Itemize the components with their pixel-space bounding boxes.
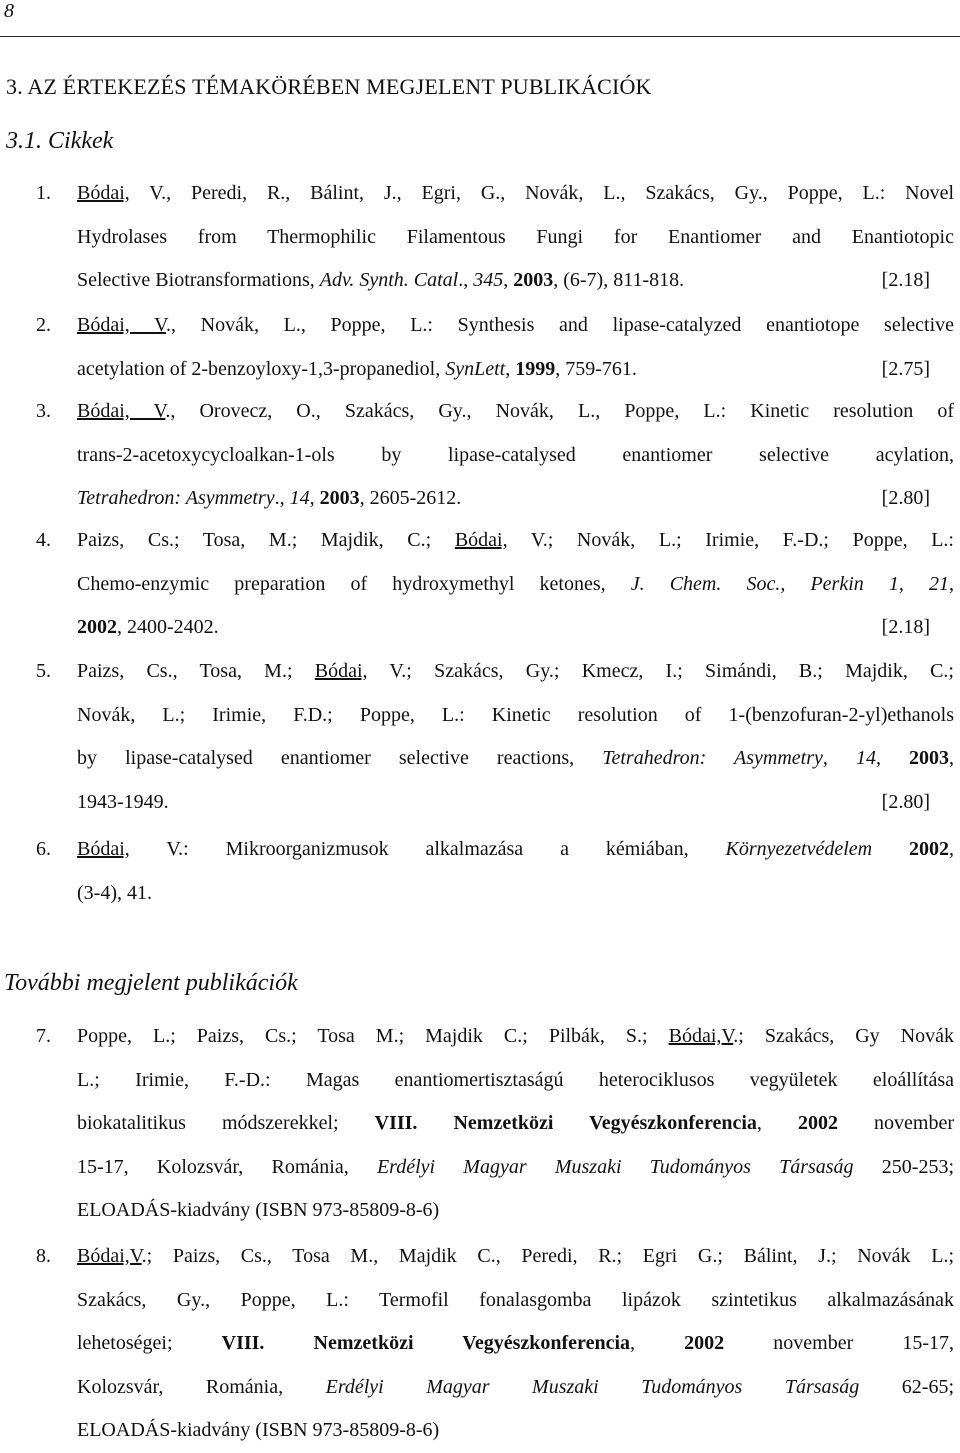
publication-line: 15-17, Kolozsvár, Románia, Erdélyi Magyar Muszaki Tudományos Társaság 250-253; bbox=[77, 1155, 955, 1178]
publication-line: Tetrahedron: Asymmetry., 14, 2003, 2605-2612. bbox=[77, 487, 462, 509]
impact-factor: [2.80] bbox=[881, 487, 930, 509]
publication-line: Bódai, V., Orovecz, O., Szakács, Gy., Novák, L., Poppe, L.: Kinetic resolution of bbox=[77, 400, 954, 422]
publication-line: Bódai, V.: Mikroorganizmusok alkalmazása a kémiában, Környezetvédelem 2002, bbox=[77, 838, 954, 860]
publication-number: 4. bbox=[36, 529, 51, 551]
publication-text bbox=[77, 1015, 954, 1233]
publication-line: Bódai, V., Peredi, R., Bálint, J., Egri, G., Novák, L., Szakács, Gy., Poppe, L.: Novel bbox=[77, 182, 954, 204]
publication-line: Poppe, L.; Paizs, Cs.; Tosa M.; Majdik C.; Pilbák, S.; Bódai,V.; Szakács, Gy Novák bbox=[77, 1025, 955, 1047]
subsection-heading: 3.1. Cikkek bbox=[6, 128, 114, 154]
publication-entry bbox=[36, 1015, 954, 1233]
publication-line: Kolozsvár, Románia, Erdélyi Magyar Muszaki Tudományos Társaság 62-65; bbox=[77, 1375, 955, 1398]
publication-number: 5. bbox=[36, 660, 51, 682]
publication-entry bbox=[36, 172, 954, 303]
publication-text bbox=[77, 172, 954, 303]
publication-line: Novák, L.; Irimie, F.D.; Poppe, L.: Kinetic resolution of 1-(benzofuran-2-yl)ethanols bbox=[77, 703, 954, 726]
publication-line: acetylation of 2-benzoyloxy-1,3-propanediol, SynLett, 1999, 759-761. bbox=[77, 357, 637, 380]
publication-entry bbox=[36, 650, 954, 824]
publication-number: 3. bbox=[36, 400, 51, 422]
publication-line: trans-2-acetoxycycloalkan-1-ols by lipase-catalysed enantiomer selective acylation, bbox=[77, 443, 954, 466]
publication-line: Szakács, Gy., Poppe, L.: Termofil fonalasgomba lipázok szintetikus alkalmazásának bbox=[77, 1288, 954, 1311]
publication-line: Hydrolases from Thermophilic Filamentous Fungi for Enantiomer and Enantiotopic bbox=[77, 225, 954, 248]
further-publications-heading: További megjelent publikációk bbox=[4, 970, 298, 996]
publication-number: 7. bbox=[36, 1025, 51, 1047]
publication-line: by lipase-catalysed enantiomer selective reactions, Tetrahedron: Asymmetry, 14, 2003, bbox=[77, 747, 955, 769]
publication-line: biokatalitikus módszerekkel; VIII. Nemzetközi Vegyészkonferencia, 2002 november bbox=[77, 1112, 954, 1134]
publication-text bbox=[77, 828, 954, 915]
impact-factor: [2.18] bbox=[881, 269, 930, 291]
impact-factor: [2.80] bbox=[881, 790, 930, 813]
impact-factor: [2.18] bbox=[881, 616, 930, 638]
publication-number: 6. bbox=[36, 838, 51, 860]
publication-line: lehetoségei; VIII. Nemzetközi Vegyészkonferencia, 2002 november 15-17, bbox=[77, 1332, 955, 1354]
publication-entry bbox=[36, 1235, 954, 1453]
page-number: 8 bbox=[4, 0, 14, 22]
publication-text bbox=[77, 519, 954, 650]
publication-line: Chemo-enzymic preparation of hydroxymethyl ketones, J. Chem. Soc., Perkin 1, 21, bbox=[77, 572, 954, 595]
publication-line: Paizs, Cs.; Tosa, M.; Majdik, C.; Bódai, V.; Novák, L.; Irimie, F.-D.; Poppe, L.: bbox=[77, 529, 954, 551]
publication-line: (3-4), 41. bbox=[77, 881, 152, 904]
publication-line: ELOADÁS-kiadvány (ISBN 973-85809-8-6) bbox=[77, 1419, 440, 1441]
publication-entry bbox=[36, 828, 954, 915]
publication-entry bbox=[36, 304, 954, 391]
publication-line: Bódai, V., Novák, L., Poppe, L.: Synthesis and lipase-catalyzed enantiotope selective bbox=[77, 314, 955, 336]
header-rule bbox=[0, 36, 960, 37]
publication-line: Paizs, Cs., Tosa, M.; Bódai, V.; Szakács, Gy.; Kmecz, I.; Simándi, B.; Majdik, C.; bbox=[77, 660, 954, 682]
publication-text bbox=[77, 1235, 954, 1453]
section-heading: 3. AZ ÉRTEKEZÉS TÉMAKÖRÉBEN MEGJELENT PUBLIKÁCIÓK bbox=[6, 74, 652, 99]
publication-text bbox=[77, 390, 954, 521]
publication-line: 2002, 2400-2402. bbox=[77, 616, 219, 638]
publication-text bbox=[77, 650, 954, 824]
publication-number: 1. bbox=[36, 182, 51, 204]
publication-entry bbox=[36, 519, 954, 650]
publication-text bbox=[77, 304, 954, 391]
publication-line: ELOADÁS-kiadvány (ISBN 973-85809-8-6) bbox=[77, 1199, 440, 1221]
publication-line: Selective Biotransformations, Adv. Synth. Catal., 345, 2003, (6-7), 811-818. bbox=[77, 269, 685, 291]
publication-line: 1943-1949. bbox=[77, 790, 169, 813]
publication-number: 2. bbox=[36, 314, 51, 336]
publication-line: L.; Irimie, F.-D.: Magas enantiomertisztaságú heterociklusos vegyületek eloállítása bbox=[77, 1068, 954, 1091]
publication-number: 8. bbox=[36, 1245, 51, 1267]
publication-entry bbox=[36, 390, 954, 521]
publication-line: Bódai,V.; Paizs, Cs., Tosa M., Majdik C., Peredi, R.; Egri G.; Bálint, J.; Novák L.; bbox=[77, 1245, 954, 1267]
impact-factor: [2.75] bbox=[881, 357, 930, 380]
